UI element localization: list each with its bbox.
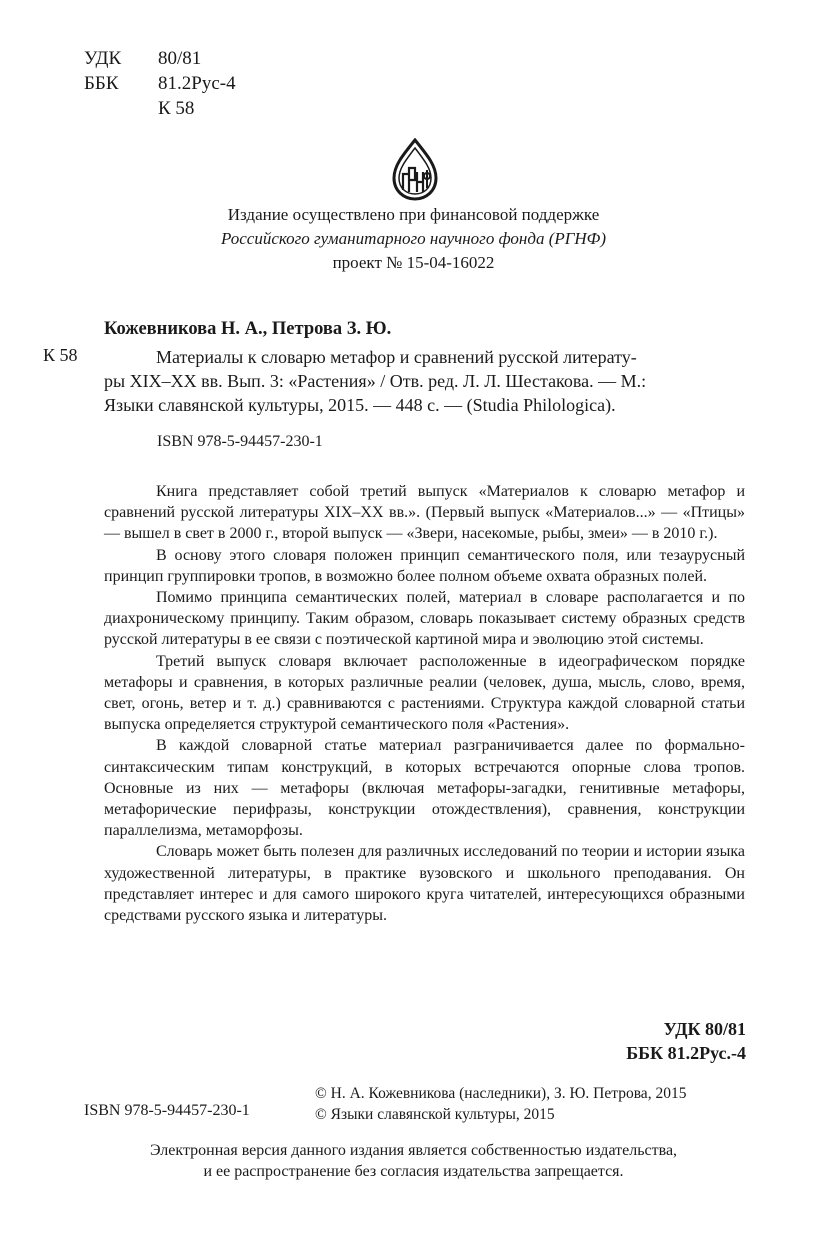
paragraph: Третий выпуск словаря включает расположенные в идеографическом порядке метафоры и сравнения, в которых различные реалии (человек, душа, мысль, слово, время, свет, огонь, ветер и т. д.) сравниваются с растениями. Структура каждой словарной статьи выпуска определяется структурой семантического поля «Растения». xyxy=(104,652,745,734)
classification-right xyxy=(626,1017,746,1065)
bib-line-2: ры XIX–XX вв. Вып. 3: «Растения» / Отв. ред. Л. Л. Шестакова. — М.: xyxy=(104,371,647,391)
udk-row xyxy=(84,46,236,71)
electronic-version-notice xyxy=(0,1140,827,1182)
copyright-line-1: © Н. А. Кожевникова (наследники), З. Ю. Петрова, 2015 xyxy=(315,1085,687,1102)
bbk-right: ББК 81.2Рус.-4 xyxy=(626,1043,746,1063)
isbn-top: ISBN 978-5-94457-230-1 xyxy=(157,433,323,450)
author-mark-row xyxy=(84,96,236,121)
classification-block xyxy=(84,46,236,121)
copyright-line-2: © Языки славянской культуры, 2015 xyxy=(315,1106,555,1123)
author-mark-value: К 58 xyxy=(158,98,195,119)
copyright-block xyxy=(315,1083,686,1125)
paragraph: Помимо принципа семантических полей, материал в словаре располагается и по диахроническому принципу. Таким образом, словарь показывает систему образных средств русской литературы в ее связи с поэтической картиной мира и эволюцию этой системы. xyxy=(104,589,745,649)
rgnf-logo-icon xyxy=(390,138,440,202)
catalog-code: К 58 xyxy=(43,345,78,365)
paragraph: В основу этого словаря положен принцип семантического поля, или тезаурусный принцип группировки тропов, в возможно более полном объеме охвата образных полей. xyxy=(104,546,745,585)
paragraph: В каждой словарной статье материал разграничивается далее по формально-синтаксическим типам конструкций, в которых встречаются опорные слова тропов. Основные из них — метафоры (включая метафоры-загадки, генитивные метафоры, метафорические перифразы, конструкции отождествления), сравнения, конструкции параллелизма, метаморфозы. xyxy=(104,737,745,840)
funding-line-2: Российского гуманитарного научного фонда (РГНФ) xyxy=(220,229,607,248)
bbk-row xyxy=(84,71,236,96)
notice-line-1: Электронная версия данного издания является собственностью издательства, xyxy=(149,1142,678,1159)
bbk-value: 81.2Рус-4 xyxy=(158,73,236,94)
bib-line-1: Материалы к словарю метафор и сравнений русской литерату- xyxy=(156,347,637,367)
notice-line-2: и ее распространение без согласия издательства запрещается. xyxy=(203,1163,624,1180)
bbk-label: ББК xyxy=(84,73,119,94)
paragraph: Словарь может быть полезен для различных исследований по теории и истории языка художественной литературы, в практике вузовского и школьного преподавания. Он представляет интерес и для самого широкого круга читателей, интересующихся образными средствами русского языка и литературы. xyxy=(104,843,745,925)
funding-line-3: проект № 15-04-16022 xyxy=(332,253,495,272)
funding-line-1: Издание осуществлено при финансовой поддержке xyxy=(227,205,600,224)
bib-line-3: Языки славянской культуры, 2015. — 448 с. — (Studia Philologica). xyxy=(104,395,616,415)
paragraph: Книга представляет собой третий выпуск «Материалов к словарю метафор и сравнений русской литературы XIX–XX вв.». (Первый выпуск «Материалов...» — «Птицы» — вышел в свет в 2000 г., второй выпуск — «Звери, насекомые, рыбы, змеи» — в 2010 г.). xyxy=(104,483,745,543)
funding-statement xyxy=(0,203,827,275)
isbn-bottom: ISBN 978-5-94457-230-1 xyxy=(84,1102,250,1119)
udk-label: УДК xyxy=(84,48,122,69)
annotation-body xyxy=(104,481,745,926)
udk-right: УДК 80/81 xyxy=(663,1019,746,1039)
udk-value: 80/81 xyxy=(158,48,202,69)
bibliographic-description xyxy=(104,345,745,417)
authors-heading: Кожевникова Н. А., Петрова З. Ю. xyxy=(104,319,392,339)
